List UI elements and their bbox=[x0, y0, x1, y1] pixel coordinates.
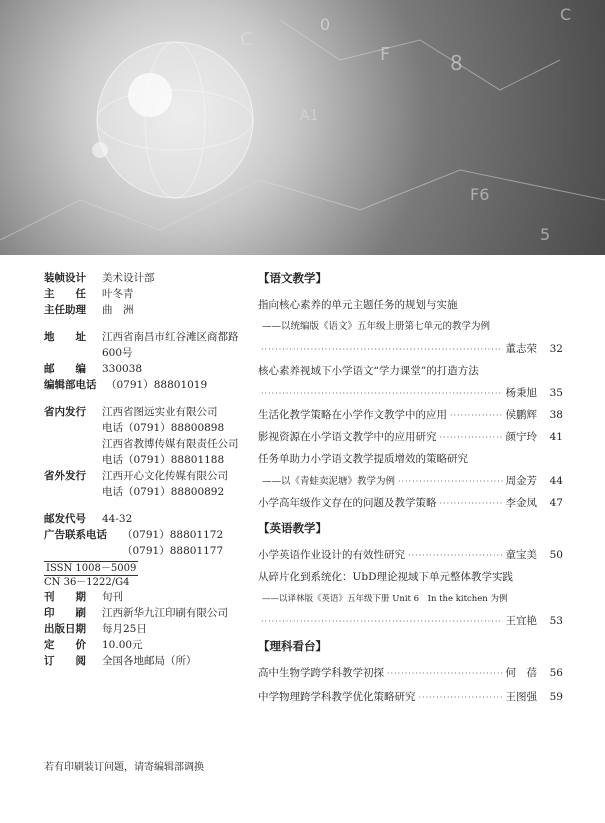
value: 旬刊 bbox=[102, 591, 123, 603]
tech-globe-graphic bbox=[0, 0, 605, 255]
author: 杨秉旭 bbox=[505, 387, 537, 399]
label: 主任助理 bbox=[44, 304, 86, 316]
svg-text:C: C bbox=[240, 29, 253, 50]
label: 省外发行 bbox=[44, 470, 86, 482]
label: 刊 期 bbox=[44, 591, 86, 603]
value: 44-32 bbox=[102, 513, 133, 525]
author: 王图强 bbox=[505, 691, 537, 703]
author: 董志荣 bbox=[505, 343, 537, 355]
label: 邮发代号 bbox=[44, 513, 86, 525]
article-title[interactable]: 从碎片化到系统化：UbD理论视域下单元整体教学实践 bbox=[258, 571, 513, 583]
value: 曲 洲 bbox=[102, 304, 134, 316]
article-subtitle: ——以统编版《语文》五年级上册第七单元的教学为例 bbox=[262, 321, 491, 332]
value: 电话（0791）88800898 bbox=[102, 422, 225, 434]
article-title: 小学英语作业设计的有效性研究 bbox=[258, 549, 405, 561]
page-number: 38 bbox=[549, 409, 563, 421]
value: 10.00元 bbox=[102, 639, 143, 651]
page-number: 35 bbox=[549, 387, 563, 399]
author: 王宜艳 bbox=[505, 615, 537, 627]
article-title: 生活化教学策略在小学作文教学中的应用 bbox=[258, 409, 447, 421]
section-heading: 【理科看台】 bbox=[258, 639, 327, 653]
toc-entry[interactable] bbox=[258, 662, 563, 686]
toc-entry[interactable] bbox=[258, 382, 563, 404]
author: 何 蓓 bbox=[505, 667, 537, 679]
value: 全国各地邮局（所） bbox=[102, 655, 197, 667]
label: 订 阅 bbox=[44, 655, 86, 667]
svg-text:A1: A1 bbox=[300, 108, 319, 124]
svg-text:F: F bbox=[380, 44, 391, 65]
value: 江西新华九江印刷有限公司 bbox=[102, 607, 228, 619]
author: 颜宁玲 bbox=[505, 431, 537, 443]
section-heading: 【语文教学】 bbox=[258, 271, 327, 285]
author: 周金芳 bbox=[505, 475, 537, 487]
svg-text:5: 5 bbox=[540, 225, 551, 244]
section-heading: 【英语教学】 bbox=[258, 521, 327, 535]
label: 装帧设计 bbox=[44, 272, 86, 284]
toc-entry[interactable] bbox=[258, 404, 563, 426]
value: 330038 bbox=[102, 363, 143, 375]
toc-entry[interactable] bbox=[258, 426, 563, 448]
value: （0791）88801177 bbox=[122, 545, 224, 557]
svg-text:0: 0 bbox=[320, 15, 331, 34]
article-title: 高中生物学跨学科教学初探 bbox=[258, 667, 384, 679]
toc-entry[interactable] bbox=[258, 338, 563, 360]
label: 印 刷 bbox=[44, 607, 86, 619]
value: 电话（0791）88800892 bbox=[102, 486, 225, 498]
table-of-contents bbox=[258, 268, 563, 710]
label: 邮 编 bbox=[44, 363, 86, 375]
page-number: 56 bbox=[549, 667, 563, 679]
issn-box bbox=[44, 561, 254, 589]
label: 地 址 bbox=[44, 331, 86, 343]
toc-entry[interactable] bbox=[258, 470, 563, 492]
value: （0791）88801172 bbox=[122, 529, 224, 541]
page-number: 41 bbox=[549, 431, 563, 443]
label: 主 任 bbox=[44, 288, 86, 300]
svg-text:C: C bbox=[560, 5, 572, 24]
value: 江西省教博传媒有限责任公司 bbox=[102, 438, 239, 450]
article-title[interactable]: 任务单助力小学语文教学提质增效的策略研究 bbox=[258, 453, 468, 465]
article-title: 影视资源在小学语文教学中的应用研究 bbox=[258, 431, 437, 443]
author: 童宝美 bbox=[505, 549, 537, 561]
article-title: 中学物理跨学科教学优化策略研究 bbox=[258, 691, 416, 703]
value: （0791）88801019 bbox=[106, 379, 208, 391]
value: 电话（0791）88801188 bbox=[102, 454, 225, 466]
cn-number: CN 36－1222/G4 bbox=[44, 577, 130, 588]
page-number: 44 bbox=[549, 475, 563, 487]
issn: ISSN 1008－5009 bbox=[46, 563, 137, 574]
cover-banner-image bbox=[0, 0, 605, 255]
label: 出版日期 bbox=[44, 623, 86, 635]
value: 美术设计部 bbox=[102, 272, 155, 284]
value: 江西开心文化传媒有限公司 bbox=[102, 470, 228, 482]
toc-entry[interactable] bbox=[258, 492, 563, 514]
label: 编辑部电话 bbox=[44, 379, 97, 391]
svg-text:F6: F6 bbox=[470, 185, 490, 204]
toc-entry[interactable] bbox=[258, 686, 563, 710]
article-title[interactable]: 核心素养视域下小学语文“学力课堂”的打造方法 bbox=[258, 365, 479, 377]
page-number: 53 bbox=[549, 615, 563, 627]
page-number: 50 bbox=[549, 549, 563, 561]
author: 李金凤 bbox=[505, 497, 537, 509]
label: 省内发行 bbox=[44, 406, 86, 418]
article-title: 小学高年级作文存在的问题及教学策略 bbox=[258, 497, 437, 509]
value: 叶冬青 bbox=[102, 288, 134, 300]
toc-entry[interactable] bbox=[258, 544, 563, 566]
toc-entry[interactable] bbox=[258, 610, 563, 632]
value: 江西省图远实业有限公司 bbox=[102, 406, 218, 418]
value: 每月25日 bbox=[102, 623, 147, 635]
masthead-info bbox=[44, 270, 254, 669]
page-number: 59 bbox=[549, 691, 563, 703]
page-number: 47 bbox=[549, 497, 563, 509]
label: 广告联系电话 bbox=[44, 529, 107, 541]
footnote: 若有印刷装订问题，请寄编辑部调换 bbox=[44, 762, 204, 773]
author: 侯鹏辉 bbox=[505, 409, 537, 421]
value: 江西省南昌市红谷滩区商都路600号 bbox=[102, 331, 239, 359]
page-number: 32 bbox=[549, 343, 563, 355]
article-subtitle: ——以译林版《英语》五年级下册 Unit 6 In the kitchen 为例 bbox=[262, 594, 508, 604]
label: 定 价 bbox=[44, 639, 86, 651]
svg-text:8: 8 bbox=[450, 51, 463, 75]
article-subtitle: ——以《青蛙卖泥塘》教学为例 bbox=[262, 476, 396, 487]
article-title[interactable]: 指向核心素养的单元主题任务的规划与实施 bbox=[258, 299, 458, 311]
